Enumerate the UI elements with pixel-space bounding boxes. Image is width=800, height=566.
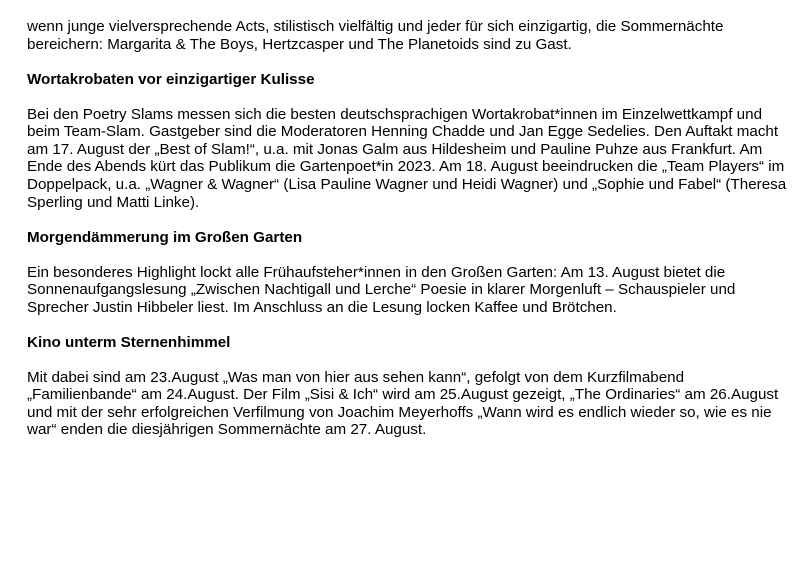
intro-paragraph: wenn junge vielversprechende Acts, stilistisch vielfältig und jeder für sich einzigartig, die Sommernächte bereichern: Margarita & The Boys, Hertzcasper und The Planetoids sind zu Gast. — [27, 18, 724, 53]
section-heading-morgendaemmerung: Morgendämmerung im Großen Garten — [27, 228, 303, 246]
section-heading-wortakrobaten: Wortakrobaten vor einzigartiger Kulisse — [27, 70, 315, 88]
section-body-morgendaemmerung: Ein besonderes Highlight lockt alle Frühaufsteher*innen in den Großen Garten: Am 13. August bietet die Sonnenaufgangslesung „Zwischen Nachtigall und Lerche“ Poesie in klarer Morgenluft – Schauspieler und Sprecher Justin Hibbeler liest. Im Anschluss an die Lesung locken Kaffee und Brötchen. — [27, 263, 736, 316]
section-body-kino: Mit dabei sind am 23.August „Was man von hier aus sehen kann“, gefolgt von dem Kurzfilmabend „Familienbande“ am 24.August. Der Film „Sisi & Ich“ wird am 25.August gezeigt, „The Ordinaries“ am 26.August und mit der sehr erfolgreichen Verfilmung von Joachim Meyerhoffs „Wann wird es endlich wieder so, wie es nie war“ enden die diesjährigen Sommernächte am 27. August. — [27, 368, 779, 439]
section-body-wortakrobaten: Bei den Poetry Slams messen sich die besten deutschsprachigen Wortakrobat*innen im Einzelwettkampf und beim Team-Slam. Gastgeber sind die Moderatoren Henning Chadde und Jan Egge Sedelies. Den Auftakt macht am 17. August der „Best of Slam!“, u.a. mit Jonas Galm aus Hildesheim und Pauline Puhze aus Frankfurt. Am Ende des Abends kürt das Publikum die Gartenpoet*in 2023. Am 18. August beeindrucken die „Team Players“ im Doppelpack, u.a. „Wagner & Wagner“ (Lisa Pauline Wagner und Heidi Wagner) und „Sophie und Fabel“ (Theresa Sperling und Matti Linke). — [27, 105, 787, 211]
document-page — [27, 18, 787, 439]
section-heading-kino: Kino unterm Sternenhimmel — [27, 333, 231, 351]
